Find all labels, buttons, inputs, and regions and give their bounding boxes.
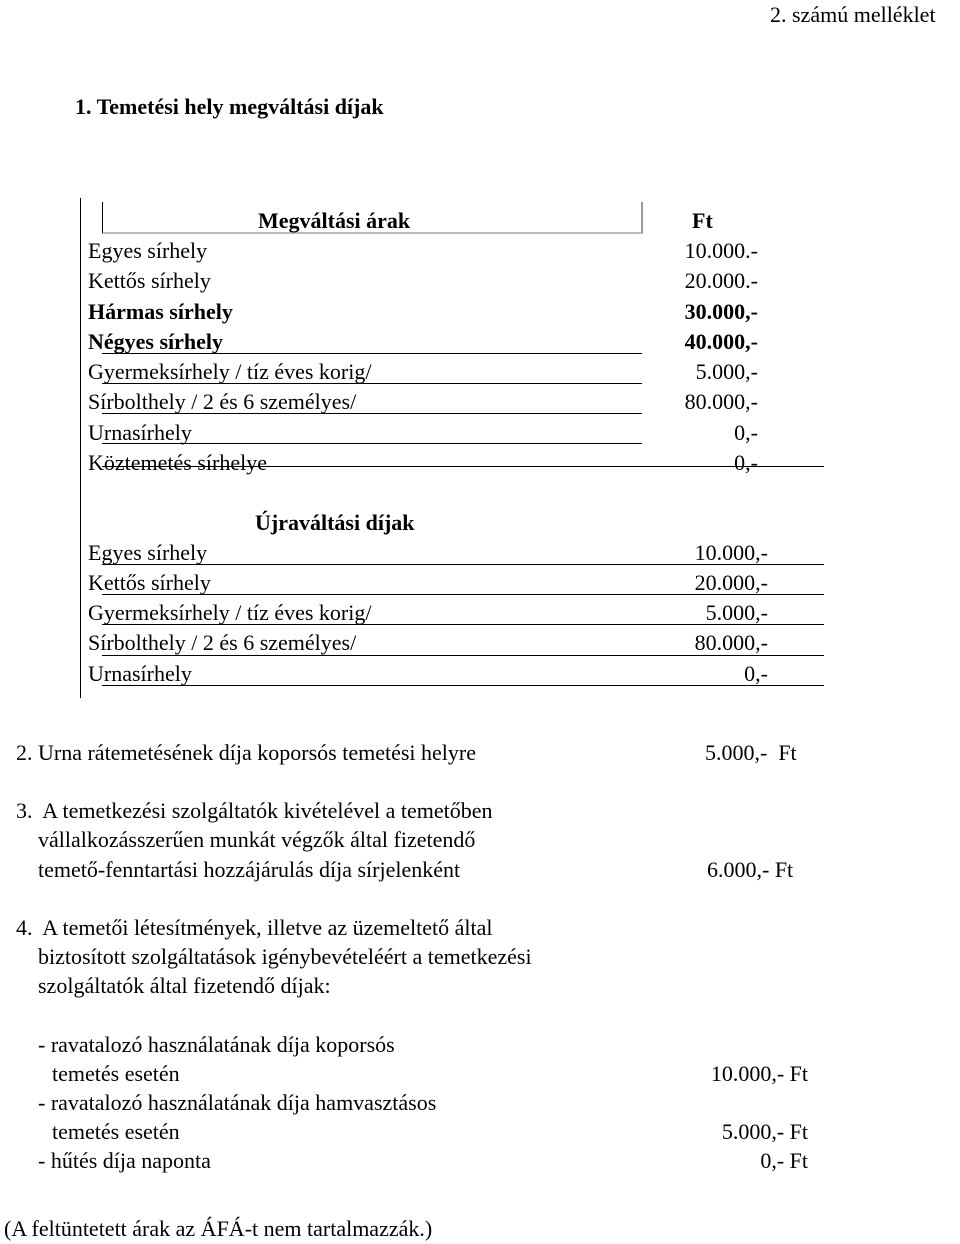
section-1-title: 1. Temetési hely megváltási díjak <box>75 94 384 119</box>
row-value: 40.000,- <box>684 329 758 354</box>
row-underline <box>102 353 642 354</box>
row-value: 10.000.- <box>684 238 758 263</box>
header-unit: Ft <box>692 208 713 233</box>
renewal-row-value: 5.000,- <box>705 600 768 625</box>
fee-item-line1: - ravatalozó használatának díja koporsós <box>38 1032 395 1057</box>
section-3-line1: 3. A temetkezési szolgáltatók kivételével a temetőben <box>16 798 493 823</box>
row-underline <box>102 594 824 595</box>
renewal-row-label: Gyermeksírhely / tíz éves korig/ <box>88 600 372 625</box>
footer-note: (A feltüntetett árak az ÁFÁ-t nem tartalmazzák.) <box>4 1216 433 1241</box>
section-2-value: 5.000,- Ft <box>705 740 797 765</box>
row-value: 30.000,- <box>684 299 758 324</box>
fee-item-line1: - hűtés díja naponta <box>38 1148 211 1173</box>
row-underline <box>102 413 642 414</box>
fee-item-line2: temetés esetén <box>52 1061 180 1086</box>
row-label: Urnasírhely <box>88 420 192 445</box>
row-label: Köztemetés sírhelye <box>88 450 267 475</box>
row-underline <box>102 655 824 656</box>
row-underline <box>102 383 642 384</box>
row-underline <box>102 443 642 444</box>
section-3-line2: vállalkozásszerűen munkát végzők által fizetendő <box>38 827 476 852</box>
fee-item-line2: temetés esetén <box>52 1119 180 1144</box>
row-label: Egyes sírhely <box>88 238 208 263</box>
row-value: 20.000.- <box>684 268 758 293</box>
renewal-row-value: 0,- <box>744 661 768 686</box>
renewal-row-label: Urnasírhely <box>88 661 192 686</box>
row-label: Gyermeksírhely / tíz éves korig/ <box>88 359 372 384</box>
row-underline <box>102 466 824 467</box>
renewal-row-value: 20.000,- <box>694 570 768 595</box>
row-value: 5.000,- <box>695 359 758 384</box>
section-3-line3: temető-fenntartási hozzájárulás díja sírjelenként <box>38 857 461 882</box>
fee-item-value: 0,- Ft <box>760 1148 808 1173</box>
section-4-line3: szolgáltatók által fizetendő díjak: <box>38 973 331 998</box>
header-label: Megváltási árak <box>258 208 411 233</box>
fee-item-value: 10.000,- Ft <box>710 1061 808 1086</box>
renewal-row-value: 80.000,- <box>694 630 768 655</box>
row-label: Négyes sírhely <box>88 329 224 354</box>
renewal-title: Újraváltási díjak <box>255 510 415 535</box>
section-2-text: 2. Urna rátemetésének díja koporsós temetési helyre <box>16 740 477 765</box>
annex-label: 2. számú melléklet <box>770 2 936 27</box>
row-value: 0,- <box>734 450 758 475</box>
fee-item-value: 5.000,- Ft <box>721 1119 808 1144</box>
renewal-row-label: Kettős sírhely <box>88 570 211 595</box>
row-underline <box>102 564 824 565</box>
row-value: 0,- <box>734 420 758 445</box>
section-4-line1: 4. A temetői létesítmények, illetve az üzemeltető által <box>16 915 493 940</box>
section-3-value: 6.000,- Ft <box>707 857 794 882</box>
renewal-row-value: 10.000,- <box>694 540 768 565</box>
row-underline <box>102 624 824 625</box>
table-left-border <box>80 198 81 698</box>
row-underline <box>102 685 824 686</box>
renewal-row-label: Egyes sírhely <box>88 540 208 565</box>
row-label: Kettős sírhely <box>88 268 211 293</box>
fee-item-line1: - ravatalozó használatának díja hamvasztásos <box>38 1090 437 1115</box>
row-label: Hármas sírhely <box>88 299 233 324</box>
row-label: Sírbolthely / 2 és 6 személyes/ <box>88 389 357 414</box>
section-4-line2: biztosított szolgáltatások igénybevételéért a temetkezési <box>38 944 532 969</box>
row-value: 80.000,- <box>684 389 758 414</box>
renewal-row-label: Sírbolthely / 2 és 6 személyes/ <box>88 630 357 655</box>
